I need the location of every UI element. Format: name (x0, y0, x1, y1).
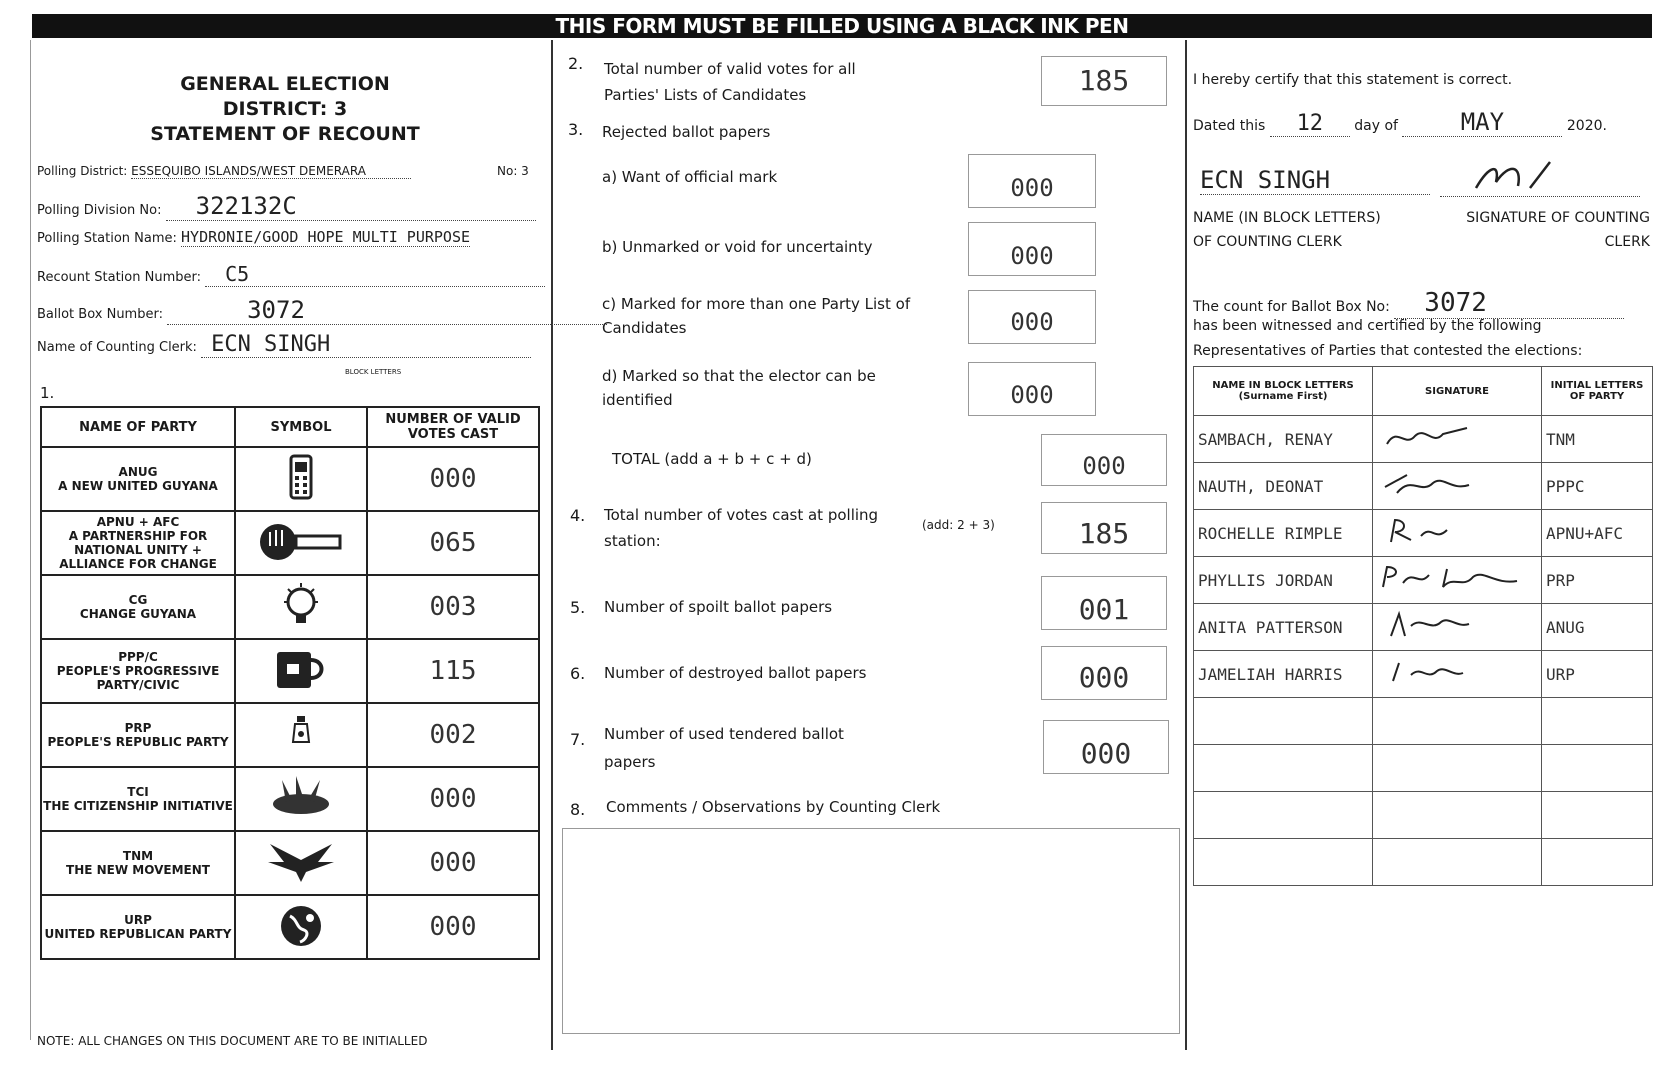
party-abbr: PRP (124, 721, 152, 735)
table-row (41, 511, 539, 575)
col-votes: NUMBER OF VALID VOTES CAST (367, 407, 539, 447)
polling-district-row (37, 164, 537, 179)
station-name-label: Polling Station Name: (37, 231, 177, 246)
rep-name: NAUTH, DEONAT (1194, 463, 1373, 510)
rep-party: ANUG (1542, 604, 1653, 651)
table-row (1194, 698, 1653, 745)
votes-value: 000 (367, 831, 539, 895)
clerk-value: ECN SINGH (201, 332, 531, 358)
party-full-name: CHANGE GUYANA (79, 607, 197, 621)
rejected-d-line2: identified (602, 391, 673, 409)
witness-line1: has been witnessed and certified by the following (1193, 318, 1542, 334)
dated-row (1193, 108, 1633, 137)
rep-party: APNU+AFC (1542, 510, 1653, 557)
district-number: No: 3 (497, 164, 529, 178)
col-rep-signature: SIGNATURE (1373, 367, 1542, 416)
votes-value: 002 (367, 703, 539, 767)
clerk-name-handwritten: ECN SINGH (1200, 166, 1430, 195)
table-row (1194, 416, 1653, 463)
sig-caption-line2: CLERK (1604, 234, 1650, 250)
table-row (1194, 510, 1653, 557)
rep-party: PRP (1542, 557, 1653, 604)
party-abbr: TCI (127, 785, 149, 799)
section-3-number: 3. (568, 120, 584, 139)
division-row (37, 192, 537, 221)
phone-icon (281, 454, 321, 500)
division-label: Polling Division No: (37, 203, 162, 218)
rep-signature (1373, 698, 1542, 745)
party-abbr: TNM (122, 849, 154, 863)
party-abbr: CG (128, 593, 148, 607)
votes-value: 000 (367, 767, 539, 831)
rejected-c-box: 000 (968, 290, 1096, 344)
polling-district-label: Polling District: (37, 164, 128, 178)
party-full-name: A NEW UNITED GUYANA (58, 479, 218, 493)
division-value: 322132C (166, 192, 536, 221)
comments-box[interactable] (562, 828, 1180, 1034)
party-full-name: UNITED REPUBLICAN PARTY (44, 927, 232, 941)
section-8-number: 8. (570, 800, 586, 819)
clerk-row (37, 332, 537, 358)
col-symbol: SYMBOL (235, 407, 367, 447)
section-7-line1: Number of used tendered ballot (604, 725, 844, 743)
section-4-line2: station: (604, 532, 661, 550)
section-5-number: 5. (570, 598, 586, 617)
signature-icon (1377, 657, 1477, 687)
rejected-d-label (602, 364, 876, 412)
section-4-line1: Total number of votes cast at polling (604, 506, 879, 524)
sig-caption-line1: SIGNATURE OF COUNTING (1466, 210, 1650, 226)
section-5-label: Number of spoilt ballot papers (604, 598, 833, 616)
rep-signature (1373, 557, 1542, 604)
rep-signature (1373, 745, 1542, 792)
table-row (1194, 604, 1653, 651)
changes-note: NOTE: ALL CHANGES ON THIS DOCUMENT ARE TO BE INITIALLED (37, 1034, 428, 1048)
party-full-name: A PARTNERSHIP FOR NATIONAL UNITY + ALLIANCE FOR CHANGE (59, 529, 217, 571)
table-row (1194, 557, 1653, 604)
rejected-a-label: a) Want of official mark (602, 168, 778, 186)
rep-name: SAMBACH, RENAY (1194, 416, 1373, 463)
count-ballot-box-value: 3072 (1394, 288, 1624, 319)
heading-recount: STATEMENT OF RECOUNT (150, 123, 420, 145)
rep-party (1542, 839, 1653, 886)
divider-left (551, 40, 553, 1050)
table-row (1194, 651, 1653, 698)
ballot-box-label: Ballot Box Number: (37, 307, 163, 322)
border-left (30, 40, 31, 1040)
table-row (1194, 839, 1653, 886)
votes-value: 000 (367, 447, 539, 511)
signature-caption (1444, 206, 1650, 254)
rep-signature (1373, 416, 1542, 463)
divider-right (1185, 40, 1187, 1050)
rejected-total-box: 000 (1041, 434, 1167, 486)
section-6-number: 6. (570, 664, 586, 683)
rep-signature (1373, 651, 1542, 698)
count-label: The count for Ballot Box No: (1193, 299, 1390, 315)
party-abbr: PPP/C (118, 650, 158, 664)
month-value: MAY (1402, 108, 1562, 137)
bulb-icon (281, 582, 321, 628)
year-label: 2020. (1566, 118, 1607, 134)
party-full-name: THE CITIZENSHIP INITIATIVE (43, 799, 233, 813)
certify-statement: I hereby certify that this statement is correct. (1193, 72, 1513, 88)
rejected-d-box: 000 (968, 362, 1096, 416)
rep-name: JAMELIAH HARRIS (1194, 651, 1373, 698)
rep-name: PHYLLIS JORDAN (1194, 557, 1373, 604)
rep-party: URP (1542, 651, 1653, 698)
rep-party: TNM (1542, 416, 1653, 463)
rep-name (1194, 792, 1373, 839)
station-name-value: HYDRONIE/GOOD HOPE MULTI PURPOSE (181, 228, 470, 246)
party-full-name: PEOPLE'S REPUBLIC PARTY (47, 735, 229, 749)
station-name-row (37, 228, 547, 247)
witness-line2: Representatives of Parties that contested the elections: (1193, 343, 1583, 359)
party-full-name: THE NEW MOVEMENT (66, 863, 210, 877)
table-row (41, 767, 539, 831)
rep-name (1194, 839, 1373, 886)
rep-party (1542, 745, 1653, 792)
section-7-label (604, 720, 844, 776)
recount-label: Recount Station Number: (37, 270, 201, 285)
spoilt-ballots-box: 001 (1041, 576, 1167, 630)
day-of-label: day of (1354, 118, 1398, 134)
col-rep-party: INITIAL LETTERS OF PARTY (1542, 367, 1653, 416)
votes-value: 003 (367, 575, 539, 639)
block-letters-note: BLOCK LETTERS (345, 368, 402, 376)
party-table-header (41, 407, 539, 447)
table-row (41, 895, 539, 959)
name-caption-line1: NAME (IN BLOCK LETTERS) (1193, 210, 1381, 226)
table-row (41, 639, 539, 703)
rep-name (1194, 698, 1373, 745)
section-3-label: Rejected ballot papers (602, 123, 771, 141)
section-6-label: Number of destroyed ballot papers (604, 664, 867, 682)
ballot-box-value: 3072 (167, 296, 607, 325)
signature-icon (1377, 563, 1527, 593)
rep-name: ROCHELLE RIMPLE (1194, 510, 1373, 557)
rejected-c-label (602, 292, 910, 340)
signature-line (1440, 196, 1640, 197)
section-8-label: Comments / Observations by Counting Clerk (606, 798, 941, 816)
signature-icon (1377, 469, 1477, 499)
heading-district: DISTRICT: 3 (222, 98, 348, 120)
table-row (41, 447, 539, 511)
representatives-table (1193, 366, 1653, 886)
table-row (1194, 745, 1653, 792)
globe-icon (276, 902, 326, 948)
section-7-number: 7. (570, 730, 586, 749)
clerk-signature-icon (1470, 158, 1560, 198)
form-heading (150, 72, 420, 147)
section-4-number: 4. (570, 506, 586, 525)
rejected-c-line1: c) Marked for more than one Party List of (602, 295, 911, 313)
rejected-total-label: TOTAL (add a + b + c + d) (612, 450, 812, 468)
section-2-number: 2. (568, 54, 584, 73)
section-4-add-note: (add: 2 + 3) (922, 518, 995, 532)
votes-value: 065 (367, 511, 539, 575)
destroyed-ballots-box: 000 (1041, 646, 1167, 700)
rep-signature (1373, 792, 1542, 839)
flower-icon (266, 774, 336, 820)
rejected-b-label: b) Unmarked or void for uncertainty (602, 238, 873, 256)
party-full-name: PEOPLE'S PROGRESSIVE PARTY/CIVIC (56, 664, 220, 692)
recount-value: C5 (205, 262, 545, 287)
day-value: 12 (1270, 111, 1350, 137)
clerk-label: Name of Counting Clerk: (37, 340, 197, 355)
rep-name: ANITA PATTERSON (1194, 604, 1373, 651)
rejected-d-line1: d) Marked so that the elector can be (602, 367, 876, 385)
signature-icon (1377, 516, 1477, 546)
polling-district-value: ESSEQUIBO ISLANDS/WEST DEMERARA (131, 164, 411, 179)
rep-name (1194, 745, 1373, 792)
rep-party (1542, 698, 1653, 745)
heading-election: GENERAL ELECTION (180, 73, 390, 95)
valid-votes-total-box: 185 (1041, 56, 1167, 106)
party-abbr: APNU + AFC (96, 515, 180, 529)
rejected-b-box: 000 (968, 222, 1096, 276)
table-row (1194, 463, 1653, 510)
col-party-name: NAME OF PARTY (41, 407, 235, 447)
party-votes-table (40, 406, 540, 960)
table-row (1194, 792, 1653, 839)
section-4-label (604, 502, 878, 554)
rep-signature (1373, 839, 1542, 886)
table-row (41, 575, 539, 639)
clerk-name-caption (1193, 206, 1381, 254)
rep-signature (1373, 510, 1542, 557)
votes-value: 115 (367, 639, 539, 703)
section-2-line1: Total number of valid votes for all (604, 60, 856, 78)
party-abbr: URP (124, 913, 152, 927)
rejected-a-box: 000 (968, 154, 1096, 208)
col-rep-name: NAME IN BLOCK LETTERS (Surname First) (1194, 367, 1373, 416)
section-2-line2: Parties' Lists of Candidates (604, 86, 807, 104)
table-row (41, 831, 539, 895)
dated-label: Dated this (1193, 118, 1266, 134)
rep-signature (1373, 463, 1542, 510)
section-7-line2: papers (604, 753, 656, 771)
party-abbr: ANUG (118, 465, 158, 479)
rejected-c-line2: Candidates (602, 319, 687, 337)
votes-value: 000 (367, 895, 539, 959)
total-votes-cast-box: 185 (1041, 502, 1167, 554)
section-2-label (604, 56, 856, 108)
witness-text (1193, 314, 1582, 364)
signature-icon (1377, 422, 1477, 452)
ink-instruction-banner: THIS FORM MUST BE FILLED USING A BLACK INK PEN (32, 14, 1652, 38)
hand-icon (256, 518, 346, 564)
rep-party: PPPC (1542, 463, 1653, 510)
ballot-box-row (37, 296, 537, 325)
cup-icon (273, 646, 329, 692)
rep-signature (1373, 604, 1542, 651)
reps-table-header (1194, 367, 1653, 416)
section-1-number: 1. (40, 384, 55, 402)
name-caption-line2: OF COUNTING CLERK (1193, 234, 1342, 250)
tendered-ballots-box: 000 (1043, 720, 1169, 774)
table-row (41, 703, 539, 767)
rep-party (1542, 792, 1653, 839)
recount-row (37, 262, 537, 287)
lamp-icon (289, 710, 313, 756)
eagle-icon (266, 838, 336, 884)
signature-icon (1377, 610, 1477, 640)
